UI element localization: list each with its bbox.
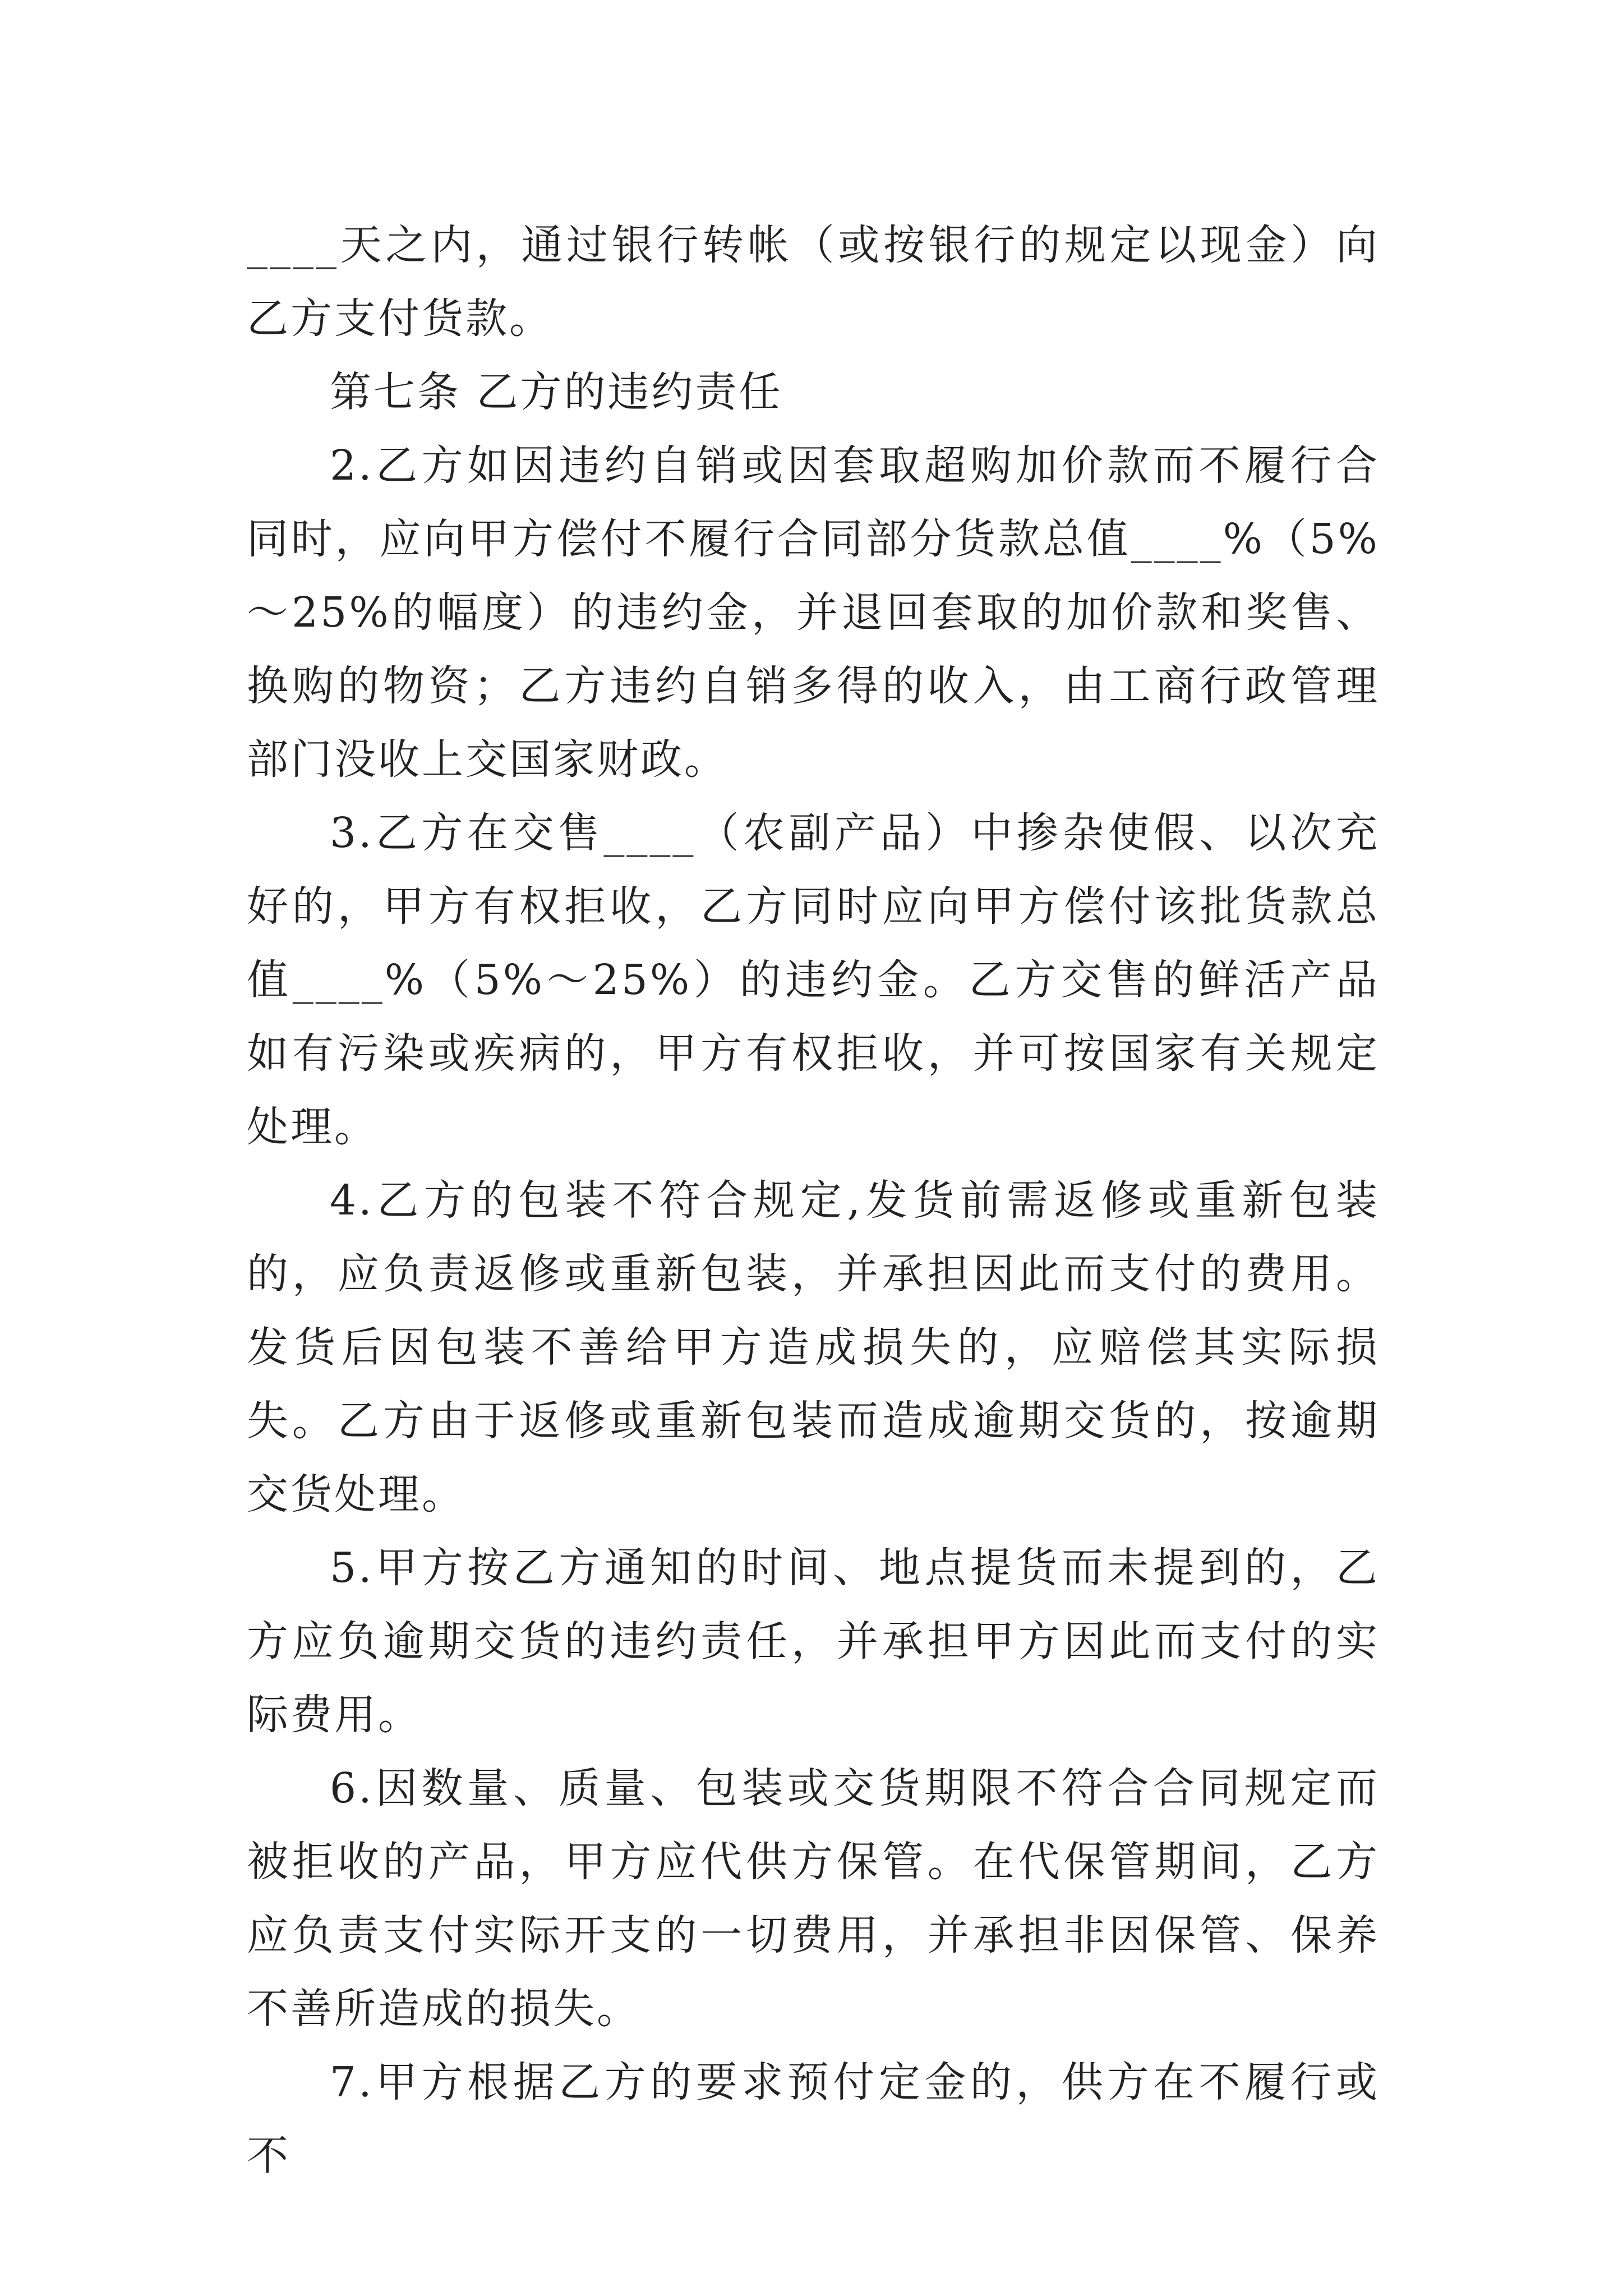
paragraph-payment-continuation: ____天之内，通过银行转帐（或按银行的规定以现金）向乙方支付货款。 <box>247 221 1380 343</box>
clause-3: 3.乙方在交售____（农副产品）中掺杂使假、以次充好的，甲方有权拒收，乙方同时应向甲方偿付该批货款总值____%（5%～25%）的违约金。乙方交售的鲜活产品如有污染或疾病的，甲方有权拒收，并可按国家有关规定处理。 <box>247 809 1380 1151</box>
document-body <box>247 209 1380 2193</box>
article-7-heading: 第七条 乙方的违约责任 <box>330 368 783 416</box>
clause-4: 4.乙方的包装不符合规定,发货前需返修或重新包装的，应负责返修或重新包装，并承担因此而支付的费用。发货后因包装不善给甲方造成损失的，应赔偿其实际损失。乙方由于返修或重新包装而造成逾期交货的，按逾期交货处理。 <box>247 1176 1380 1519</box>
clause-5: 5.甲方按乙方通知的时间、地点提货而未提到的，乙方应负逾期交货的违约责任，并承担甲方因此而支付的实际费用。 <box>247 1544 1380 1739</box>
clause-2: 2.乙方如因违约自销或因套取超购加价款而不履行合同时，应向甲方偿付不履行合同部分货款总值____%（5%～25%的幅度）的违约金，并退回套取的加价款和奖售、换购的物资；乙方违约自销多得的收入，由工商行政管理部门没收上交国家财政。 <box>247 441 1380 784</box>
clause-7: 7.甲方根据乙方的要求预付定金的，供方在不履行或不 <box>247 2058 1380 2180</box>
clause-6: 6.因数量、质量、包装或交货期限不符合合同规定而被拒收的产品，甲方应代供方保管。在代保管期间，乙方应负责支付实际开支的一切费用，并承担非因保管、保养不善所造成的损失。 <box>247 1764 1380 2033</box>
